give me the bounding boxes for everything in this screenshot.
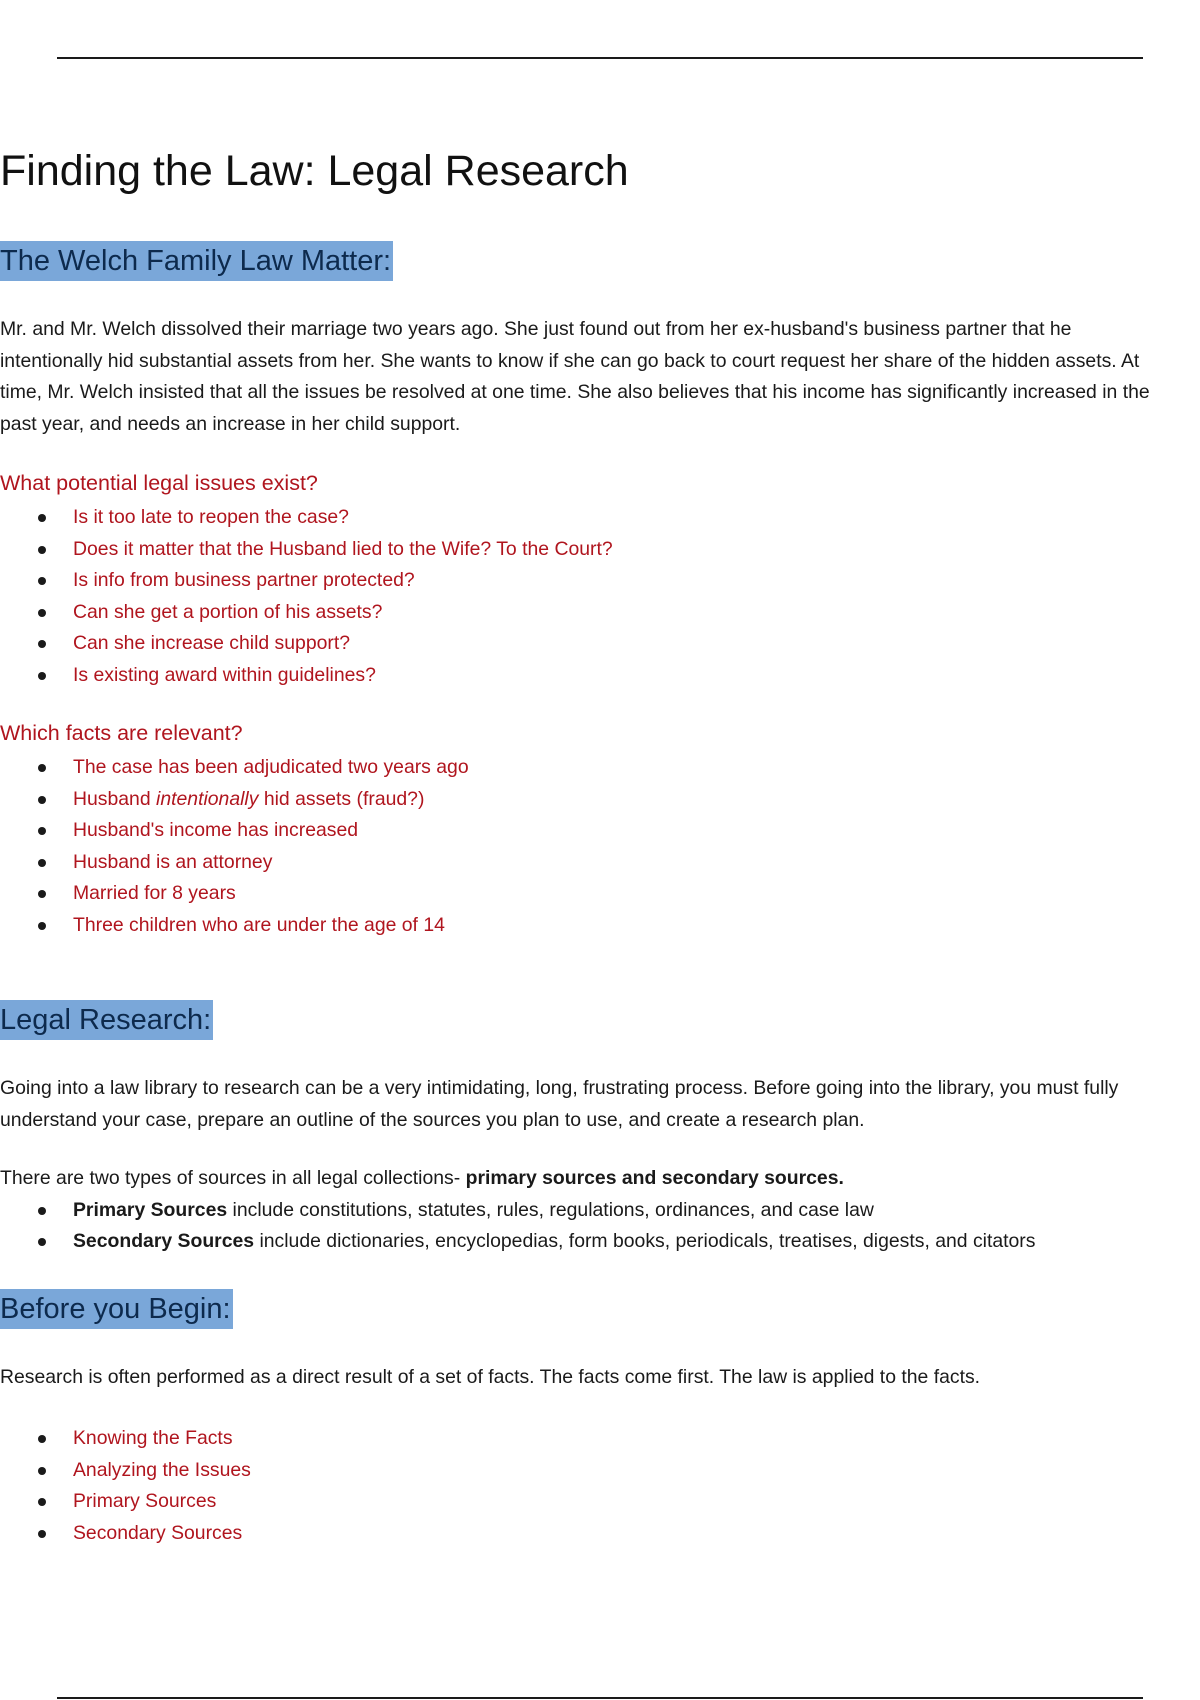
list-item: Can she increase child support? [0,628,613,660]
bullet-icon [38,609,46,617]
source-term: Primary Sources [73,1199,228,1221]
before-you-begin-heading: Before you Begin: [0,1289,233,1329]
list-item: Three children who are under the age of 14 [0,910,469,942]
bullet-icon [38,922,46,930]
bullet-icon [38,1498,46,1506]
list-item: Secondary Sources [0,1518,251,1550]
bullet-icon [38,672,46,680]
list-item: Secondary Sources include dictionaries, encyclopedias, form books, periodicals, treatises, digests, and citators [0,1226,1035,1257]
list-item: The case has been adjudicated two years ago [0,752,469,784]
list-item: Husband is an attorney [0,847,469,879]
bullet-icon [38,640,46,648]
legal-research-heading: Legal Research: [0,1000,213,1040]
issues-question: What potential legal issues exist? [0,471,318,495]
list-item: Married for 8 years [0,878,469,910]
bullet-icon [38,1530,46,1538]
welch-paragraph-line: intentionally hid substantial assets from her. She wants to know if she can go back to court request her share of the hidden assets. At [0,349,1140,372]
bullet-icon [38,827,46,835]
bullet-icon [38,514,46,522]
bullet-icon [38,1467,46,1475]
bullet-icon [38,1238,46,1246]
list-item: Analyzing the Issues [0,1455,251,1487]
list-item: Husband's income has increased [0,815,469,847]
list-item: Is info from business partner protected? [0,565,613,597]
list-item: Does it matter that the Husband lied to the Wife? To the Court? [0,534,613,566]
list-item: Is it too late to reopen the case? [0,502,613,534]
bullet-icon [38,890,46,898]
facts-list [0,752,469,941]
facts-question: Which facts are relevant? [0,721,243,745]
bullet-icon [38,1207,46,1215]
bullet-icon [38,764,46,772]
bullet-icon [38,1435,46,1443]
legal-research-line: understand your case, prepare an outline of the sources you plan to use, and create a research plan. [0,1108,865,1131]
welch-heading: The Welch Family Law Matter: [0,241,393,281]
legal-research-paragraph [0,1073,1200,1136]
issues-list [0,502,613,691]
sources-intro: There are two types of sources in all legal collections- primary sources and secondary sources. [0,1167,844,1189]
bullet-icon [38,577,46,585]
emphasis-text: intentionally [156,787,259,810]
welch-paragraph-line: time, Mr. Welch insisted that all the issues be resolved at one time. She also believes that his income has significantly increased in the [0,381,1150,403]
list-item: Can she get a portion of his assets? [0,597,613,629]
sources-intro-bold: primary sources and secondary sources. [465,1167,844,1189]
sources-list [0,1195,1035,1256]
list-item: Primary Sources [0,1486,251,1518]
before-you-begin-paragraph: Research is often performed as a direct result of a set of facts. The facts come first. The law is applied to the facts. [0,1366,981,1388]
legal-research-line: Going into a law library to research can be a very intimidating, long, frustrating process. Before going into the library, you must fully [0,1077,1119,1099]
bullet-icon [38,796,46,804]
page-title: Finding the Law: Legal Research [0,147,629,195]
list-item: Is existing award within guidelines? [0,660,613,692]
list-item: Knowing the Facts [0,1423,251,1455]
list-item: Primary Sources include constitutions, statutes, rules, regulations, ordinances, and case law [0,1195,1035,1226]
steps-list [0,1423,251,1549]
header-rule [57,57,1143,59]
welch-paragraph-line: past year, and needs an increase in her child support. [0,412,461,435]
bullet-icon [38,546,46,554]
bullet-icon [38,859,46,867]
welch-paragraph [0,314,1200,440]
list-item: Husband intentionally hid assets (fraud?) [0,784,469,816]
footer-rule [57,1697,1143,1699]
source-term: Secondary Sources [73,1229,255,1252]
welch-paragraph-line: Mr. and Mr. Welch dissolved their marriage two years ago. She just found out from her ex-husband's business partner that he [0,318,1072,340]
